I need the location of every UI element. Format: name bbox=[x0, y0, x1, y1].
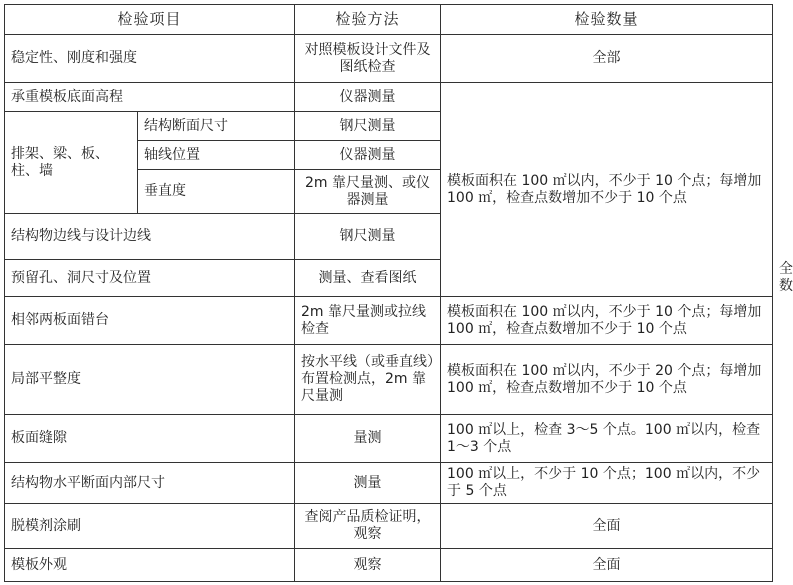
method-cell: 按水平线（或垂直线）布置检测点，2m 靠尺量测 bbox=[295, 345, 441, 415]
item-cell: 结构物水平断面内部尺寸 bbox=[5, 463, 295, 504]
header-row bbox=[5, 5, 773, 35]
item-cell: 相邻两板面错台 bbox=[5, 297, 295, 345]
item-cell: 局部平整度 bbox=[5, 345, 295, 415]
table-row: 预留孔、洞尺寸及位置 测量、查看图纸 全数 bbox=[5, 260, 773, 297]
method-cell: 钢尺测量 bbox=[295, 112, 441, 141]
method-cell: 2m 靠尺量测、或仪器测量 bbox=[295, 170, 441, 214]
quantity-cell: 全面 bbox=[441, 504, 773, 549]
method-cell: 测量、查看图纸 bbox=[295, 260, 441, 297]
sub-item-cell: 垂直度 bbox=[138, 170, 295, 214]
method-cell: 2m 靠尺量测或拉线检查 bbox=[295, 297, 441, 345]
sub-item-cell: 结构断面尺寸 bbox=[138, 112, 295, 141]
method-cell: 仪器测量 bbox=[295, 83, 441, 112]
item-cell: 模板外观 bbox=[5, 549, 295, 582]
method-cell: 钢尺测量 bbox=[295, 214, 441, 260]
item-cell: 承重模板底面高程 bbox=[5, 83, 295, 112]
item-cell: 脱模剂涂刷 bbox=[5, 504, 295, 549]
method-cell: 仪器测量 bbox=[295, 141, 441, 170]
table-row bbox=[5, 549, 773, 582]
quantity-cell: 全部 bbox=[441, 35, 773, 83]
table-row bbox=[5, 415, 773, 463]
quantity-cell: 模板面积在 100 ㎡以内，不少于 20 个点；每增加 100 ㎡，检查点数增加不少于 10 个点 bbox=[441, 345, 773, 415]
item-cell: 板面缝隙 bbox=[5, 415, 295, 463]
table-row bbox=[5, 345, 773, 415]
table-row bbox=[5, 297, 773, 345]
method-cell: 量测 bbox=[295, 415, 441, 463]
quantity-cell: 模板面积在 100 ㎡以内，不少于 10 个点；每增加 100 ㎡，检查点数增加不少于 10 个点 bbox=[441, 297, 773, 345]
table-row bbox=[5, 504, 773, 549]
table-row bbox=[5, 463, 773, 504]
method-cell: 对照模板设计文件及图纸检查 bbox=[295, 35, 441, 83]
merged-quantity-cell: 模板面积在 100 ㎡以内，不少于 10 个点；每增加 100 ㎡，检查点数增加不少于 10 个点 bbox=[441, 83, 773, 297]
table-row bbox=[5, 35, 773, 83]
header-quantity: 检验数量 bbox=[441, 5, 773, 35]
item-cell: 预留孔、洞尺寸及位置 bbox=[5, 260, 295, 297]
item-cell: 稳定性、刚度和强度 bbox=[5, 35, 295, 83]
quantity-cell: 100 ㎡以上，检查 3～5 个点。100 ㎡以内，检查 1～3 个点 bbox=[441, 415, 773, 463]
group-item-cell: 排架、梁、板、柱、墙 bbox=[5, 112, 138, 214]
quantity-cell: 100 ㎡以上，不少于 10 个点；100 ㎡以内，不少于 5 个点 bbox=[441, 463, 773, 504]
header-method: 检验方法 bbox=[295, 5, 441, 35]
inspection-table bbox=[4, 4, 793, 582]
item-cell: 结构物边线与设计边线 bbox=[5, 214, 295, 260]
table-row bbox=[5, 83, 773, 112]
method-cell: 观察 bbox=[295, 549, 441, 582]
header-item: 检验项目 bbox=[5, 5, 295, 35]
method-cell: 查阅产品质检证明，观察 bbox=[295, 504, 441, 549]
method-cell: 测量 bbox=[295, 463, 441, 504]
sub-item-cell: 轴线位置 bbox=[138, 141, 295, 170]
quantity-cell: 全面 bbox=[441, 549, 773, 582]
